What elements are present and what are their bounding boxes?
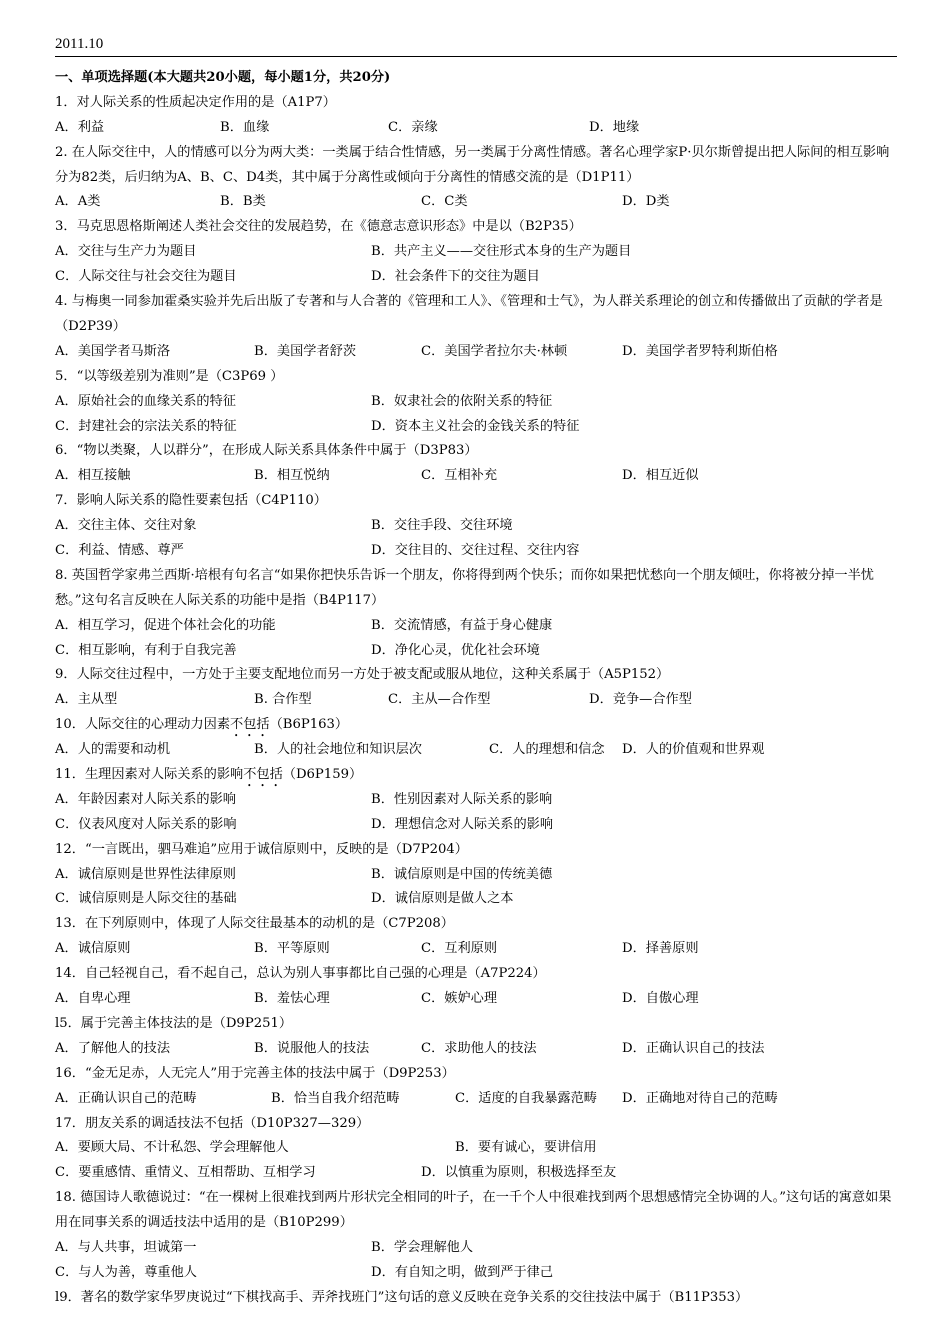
option-b: B．美国学者舒茨 <box>254 343 357 359</box>
question-2-stem: 2. 在人际交往中，人的情感可以分为两大类：一类属于结合性情感，另一类属于分离性情感。著名心理学家P·贝尔斯曾提出把人际间的相互影响分为82类，后归纳为A、B、C、D4类，其中属于分离性或倾向于分离性的情感交流的是（D1P11） <box>55 144 890 185</box>
question-11-options-row2 <box>55 813 897 838</box>
question-3-stem: 3．马克思恩格斯阐述人类社会交往的发展趋势，在《德意志意识形态》中是以（B2P35） <box>55 219 582 235</box>
option-a: A．年龄因素对人际关系的影响 <box>55 791 236 807</box>
question-7-stem: 7．影响人际关系的隐性要素包括（C4P110） <box>55 493 327 509</box>
option-a: A．与人共事，坦诚第一 <box>55 1239 197 1255</box>
question-18-options-row1 <box>55 1236 897 1261</box>
option-a: A．了解他人的技法 <box>55 1040 171 1056</box>
option-d: D．诚信原则是做人之本 <box>371 891 514 907</box>
question-11-emphasis: 不包括 <box>243 767 283 783</box>
option-b: B．交往手段、交往环境 <box>371 518 513 534</box>
option-a: A．要顾大局、不计私怨、学会理解他人 <box>55 1140 289 1156</box>
question-4-stem: 4. 与梅奥一同参加霍桑实验并先后出版了专著和与人合著的《管理和工人》、《管理和士气》，为人群关系理论的创立和传播做出了贡献的学者是（D2P39） <box>55 294 883 334</box>
option-b: B．相互悦纳 <box>254 468 330 484</box>
question-2-options <box>55 190 897 215</box>
option-b: B．血缘 <box>220 119 270 135</box>
option-d: D．自傲心理 <box>622 991 699 1007</box>
question-5-stem: 5．“以等级差别为准则”是（C3P69 ） <box>55 368 284 384</box>
question-16-stem: 16．“金无足赤，人无完人”用于完善主体的技法中属于（D9P253） <box>55 1065 455 1081</box>
question-5-options-row2 <box>55 415 897 440</box>
option-c: C．封建社会的宗法关系的特征 <box>55 418 237 434</box>
question-12-options-row1 <box>55 863 897 888</box>
option-c: C．求助他人的技法 <box>421 1040 537 1056</box>
question-6-options <box>55 464 897 489</box>
question-8-options-row2 <box>55 639 897 664</box>
option-b: B．共产主义——交往形式本身的生产为题目 <box>371 244 632 260</box>
option-b: B．要有诚心，要讲信用 <box>455 1140 597 1156</box>
section-title: 一、单项选择题(本大题共20小题，每小题1分，共20分) <box>55 70 391 85</box>
option-d: D．地缘 <box>589 119 640 135</box>
option-d: D．择善原则 <box>622 941 699 957</box>
option-a: A．利益 <box>55 119 105 135</box>
option-a: A．交往与生产力为题目 <box>55 244 197 260</box>
question-9-options <box>55 688 897 713</box>
option-d: D．相互近似 <box>622 468 699 484</box>
option-c: C．C类 <box>421 194 468 210</box>
option-d: D．D类 <box>622 194 670 210</box>
question-1-stem: 1．对人际关系的性质起决定作用的是（A1P7） <box>55 94 336 110</box>
question-6-stem: 6．“物以类聚，人以群分”，在形成人际关系具体条件中属于（D3P83） <box>55 443 478 459</box>
option-d: D．交往目的、交往过程、交往内容 <box>371 542 580 558</box>
question-18-options-row2 <box>55 1261 897 1286</box>
option-c: C．仪表风度对人际关系的影响 <box>55 816 237 832</box>
option-a: A．相互接触 <box>55 468 131 484</box>
question-12-stem: 12．“一言既出，驷马难追”应用于诚信原则中，反映的是（D7P204） <box>55 841 468 857</box>
question-17-stem: 17．朋友关系的调适技法不包括（D10P327—329） <box>55 1115 370 1131</box>
option-c: C．相互影响，有利于自我完善 <box>55 642 237 658</box>
question-11-stem <box>55 763 897 788</box>
question-14-options <box>55 987 897 1012</box>
option-a: A．正确认识自己的范畴 <box>55 1090 197 1106</box>
option-d: D．美国学者罗特利斯伯格 <box>622 343 778 359</box>
option-c: C．与人为善，尊重他人 <box>55 1264 197 1280</box>
option-d: D．以慎重为原则，积极选择至友 <box>421 1165 617 1181</box>
question-10-options <box>55 738 897 763</box>
question-8-stem: 8. 英国哲学家弗兰西斯·培根有句名言“如果你把快乐告诉一个朋友，你将得到两个快乐；而你如果把忧愁向一个朋友倾吐，你将被分掉一半忧愁。”这句名言反映在人际关系的功能中是指（B4P117） <box>55 567 874 608</box>
question-7-options-row1 <box>55 514 897 539</box>
option-d: D．净化心灵，优化社会环境 <box>371 642 540 658</box>
option-c: C．互相补充 <box>421 468 498 484</box>
option-a: A．主从型 <box>55 692 118 708</box>
option-d: D．正确认识自己的技法 <box>622 1040 765 1056</box>
option-c: C．人际交往与社会交往为题目 <box>55 269 237 285</box>
question-10-emphasis: 不包括 <box>230 717 270 733</box>
question-17-options-row2 <box>55 1161 897 1186</box>
option-b: B．诚信原则是中国的传统美德 <box>371 866 553 882</box>
option-b: B．交流情感，有益于身心健康 <box>371 617 553 633</box>
option-a: A．相互学习，促进个体社会化的功能 <box>55 617 276 633</box>
question-15-stem: l5．属于完善主体技法的是（D9P251） <box>55 1015 293 1031</box>
option-c: C．互利原则 <box>421 941 498 957</box>
header-rule <box>55 56 897 57</box>
question-11-stem-pre: 11．生理因素对人际关系的影响 <box>55 767 244 783</box>
option-d: D．竞争—合作型 <box>589 692 692 708</box>
option-c: C．适度的自我暴露范畴 <box>455 1090 597 1106</box>
option-d: D．正确地对待自己的范畴 <box>622 1090 778 1106</box>
option-c: C．亲缘 <box>388 119 438 135</box>
question-11-options-row1 <box>55 788 897 813</box>
question-19-stem: l9．著名的数学家华罗庚说过“下棋找高手、弄斧找班门”这句话的意义反映在竞争关系的交往技法中属于（B11P353） <box>55 1289 749 1305</box>
question-8-options-row1 <box>55 614 897 639</box>
option-b: B. 合作型 <box>254 692 312 708</box>
question-4-options <box>55 340 897 365</box>
question-5-options-row1 <box>55 390 897 415</box>
question-7-options-row2 <box>55 539 897 564</box>
question-list <box>55 66 897 1311</box>
option-b: B．性别因素对人际关系的影响 <box>371 791 553 807</box>
question-13-stem: 13．在下列原则中，体现了人际交往最基本的动机的是（C7P208） <box>55 916 454 932</box>
question-13-options <box>55 937 897 962</box>
option-c: C．嫉妒心理 <box>421 991 498 1007</box>
option-d: D．社会条件下的交往为题目 <box>371 269 540 285</box>
option-a: A．交往主体、交往对象 <box>55 518 197 534</box>
exam-date: 2011.10 <box>55 36 104 52</box>
option-c: C．美国学者拉尔夫·林顿 <box>421 343 568 359</box>
option-d: D．人的价值观和世界观 <box>622 742 765 758</box>
option-b: B．奴隶社会的依附关系的特征 <box>371 393 553 409</box>
option-a: A．原始社会的血缘关系的特征 <box>55 393 236 409</box>
option-a: A．诚信原则是世界性法律原则 <box>55 866 236 882</box>
question-15-options <box>55 1037 897 1062</box>
option-b: B．人的社会地位和知识层次 <box>254 742 422 758</box>
question-3-options-row1 <box>55 240 897 265</box>
question-9-stem: 9．人际交往过程中，一方处于主要支配地位而另一方处于被支配或服从地位，这种关系属于（A5P152） <box>55 667 670 683</box>
option-a: A．人的需要和动机 <box>55 742 171 758</box>
option-c: C．诚信原则是人际交往的基础 <box>55 891 237 907</box>
question-10-stem <box>55 713 897 738</box>
option-b: B．平等原则 <box>254 941 330 957</box>
question-10-stem-post: （B6P163） <box>269 717 349 733</box>
question-14-stem: 14．自己轻视自己，看不起自己，总认为别人事事都比自己强的心理是（A7P224） <box>55 966 546 982</box>
option-b: B．B类 <box>220 194 266 210</box>
option-a: A．A类 <box>55 194 101 210</box>
option-a: A．美国学者马斯洛 <box>55 343 171 359</box>
question-10-stem-pre: 10．人际交往的心理动力因素 <box>55 717 231 733</box>
option-b: B．说服他人的技法 <box>254 1040 370 1056</box>
option-c: C．人的理想和信念 <box>489 742 605 758</box>
option-c: C．利益、情感、尊严 <box>55 542 184 558</box>
question-18-stem: 18. 德国诗人歌德说过：“在一棵树上很难找到两片形状完全相同的叶子，在一千个人中很难找到两个思想感情完全协调的人。”这句话的寓意如果用在同事关系的调适技法中适用的是（B10P299） <box>55 1190 892 1231</box>
question-1-options <box>55 116 897 141</box>
option-b: B．羞怯心理 <box>254 991 330 1007</box>
option-d: D．有自知之明，做到严于律己 <box>371 1264 554 1280</box>
question-11-stem-post: （D6P159） <box>282 767 363 783</box>
option-c: C．主从—合作型 <box>388 692 491 708</box>
option-d: D．理想信念对人际关系的影响 <box>371 816 554 832</box>
question-16-options <box>55 1087 897 1112</box>
question-3-options-row2 <box>55 265 897 290</box>
option-d: D．资本主义社会的金钱关系的特征 <box>371 418 580 434</box>
option-a: A．自卑心理 <box>55 991 131 1007</box>
option-b: B．恰当自我介绍范畴 <box>271 1090 400 1106</box>
question-12-options-row2 <box>55 887 897 912</box>
option-c: C．要重感情、重情义、互相帮助、互相学习 <box>55 1165 316 1181</box>
option-b: B．学会理解他人 <box>371 1239 474 1255</box>
question-17-options-row1 <box>55 1136 897 1161</box>
option-a: A．诚信原则 <box>55 941 131 957</box>
